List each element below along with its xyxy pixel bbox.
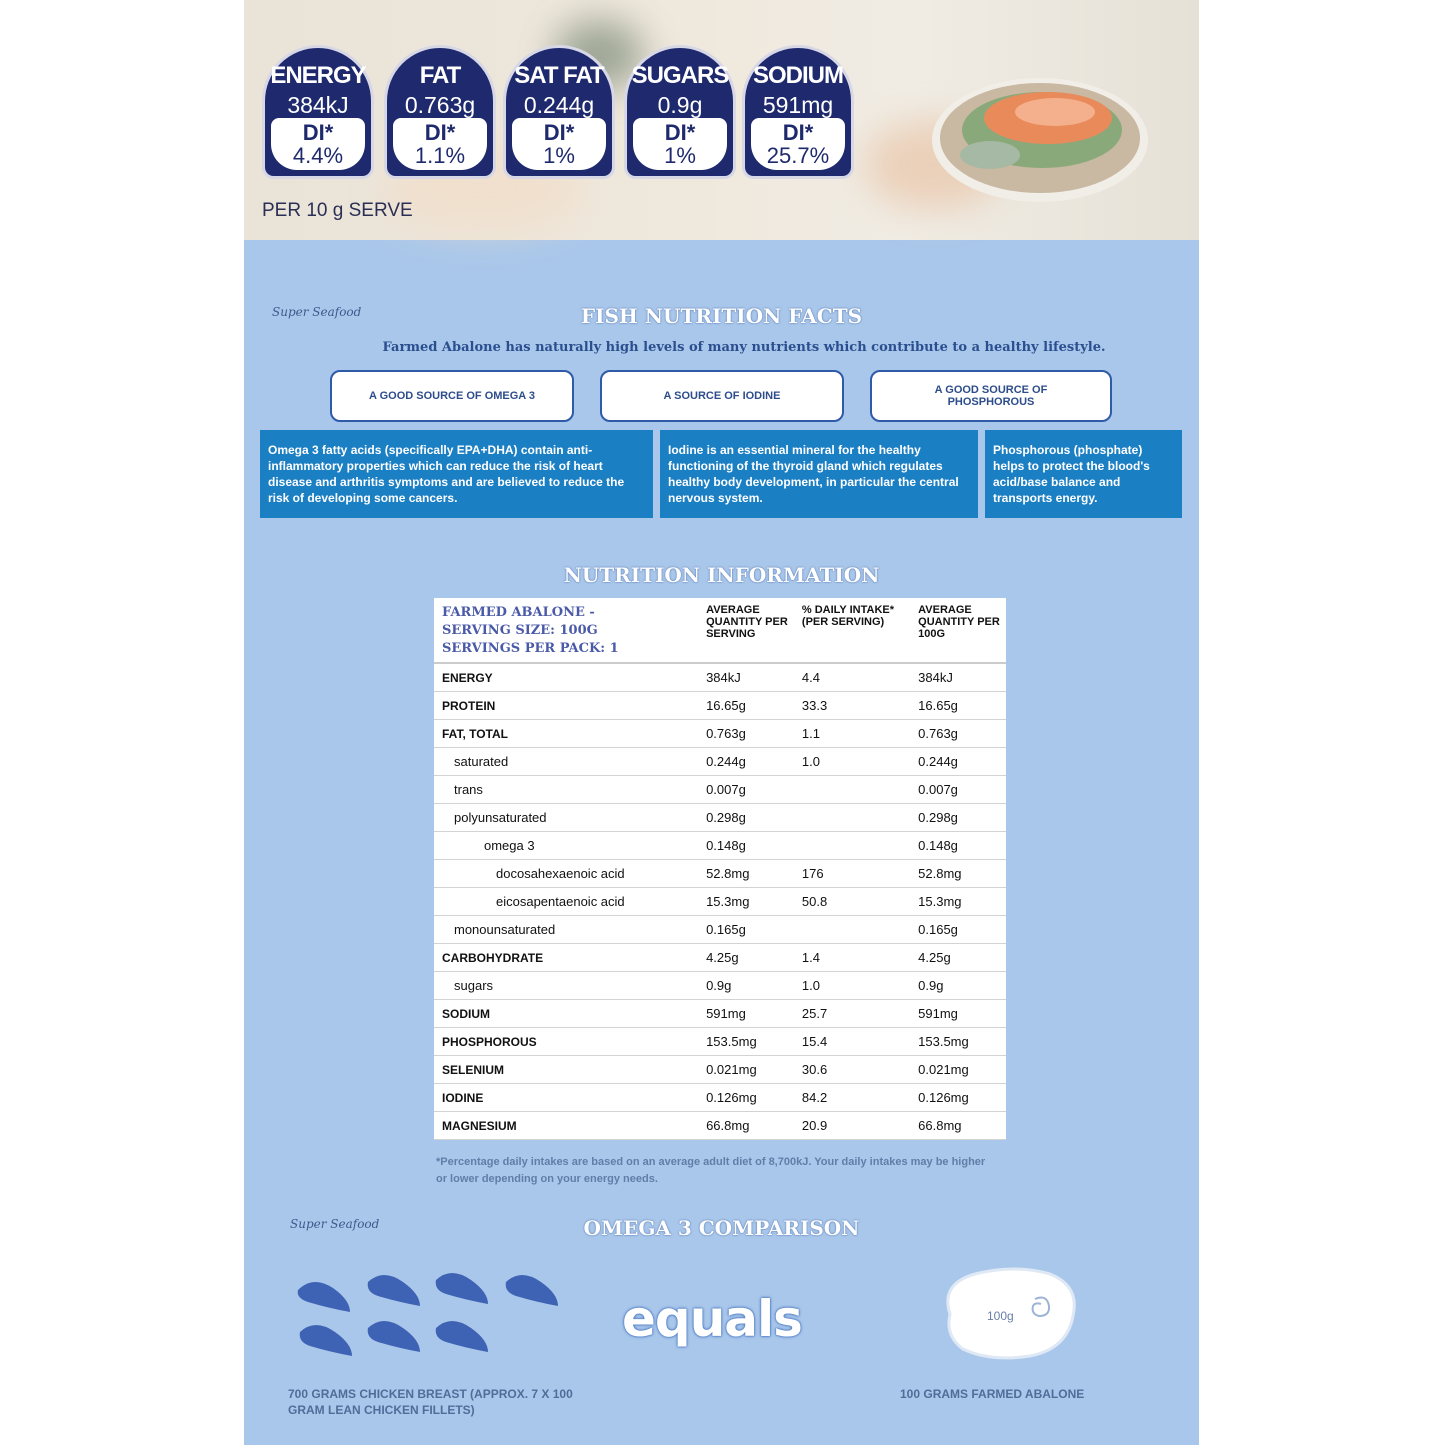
- abalone-shell-icon: [935, 1264, 1080, 1364]
- per-serving-value: 0.298g: [698, 804, 794, 832]
- badge-di-area: [512, 118, 606, 170]
- badge-di-label: DI*: [664, 120, 696, 145]
- abalone-caption: 100 GRAMS FARMED ABALONE: [900, 1387, 1085, 1401]
- per-100g-value: 4.25g: [910, 944, 1006, 972]
- chicken-fillets-graphic: [288, 1270, 568, 1370]
- per-100g-value: 153.5mg: [910, 1028, 1006, 1056]
- table-row: [434, 776, 1006, 804]
- nutrient-name: IODINE: [434, 1084, 698, 1112]
- super-seafood-signature: Super Seafood: [272, 305, 362, 319]
- table-row: [434, 972, 1006, 1000]
- badge-di-area: [393, 118, 487, 170]
- daily-intake-value: 4.4: [794, 663, 910, 692]
- nutrient-name: saturated: [434, 748, 698, 776]
- nutrition-title: NUTRITION INFORMATION: [563, 563, 880, 587]
- per-serve-label: PER 10 g SERVE: [262, 200, 413, 221]
- per-serving-value: 0.244g: [698, 748, 794, 776]
- nutrient-name: MAGNESIUM: [434, 1112, 698, 1140]
- badge-amount: 0.244g: [523, 92, 595, 118]
- daily-intake-value: [794, 804, 910, 832]
- daily-intake-value: 1.0: [794, 972, 910, 1000]
- badge-di-pct: 1%: [664, 143, 696, 168]
- daily-intake-value: 20.9: [794, 1112, 910, 1140]
- source-box-phosphorous: [870, 370, 1112, 422]
- badge-amount: 591mg: [762, 92, 834, 118]
- daily-intake-value: [794, 776, 910, 804]
- per-100g-value: 66.8mg: [910, 1112, 1006, 1140]
- phosphorous-description: Phosphorous (phosphate) helps to protect the blood's acid/base balance and transports energy.: [985, 430, 1182, 518]
- col-per-serving: AVERAGE QUANTITY PER SERVING: [698, 598, 794, 663]
- shell-weight-label: 100g: [987, 1309, 1014, 1323]
- daily-intake-value: 1.1: [794, 720, 910, 748]
- iodine-description: Iodine is an essential mineral for the healthy functioning of the thyroid gland which regulates healthy body development, in particular the central nervous system.: [660, 430, 978, 518]
- per-serving-value: 0.165g: [698, 916, 794, 944]
- per-serving-value: 0.763g: [698, 720, 794, 748]
- nutrient-name: FAT, TOTAL: [434, 720, 698, 748]
- facts-intro: Farmed Abalone has naturally high levels of many nutrients which contribute to a healthy lifestyle.: [382, 340, 1106, 355]
- daily-intake-value: 33.3: [794, 692, 910, 720]
- badge-name: ENERGY: [270, 62, 366, 89]
- per-100g-value: 0.126mg: [910, 1084, 1006, 1112]
- badge-amount: 384kJ: [287, 92, 349, 118]
- per-serving-value: 15.3mg: [698, 888, 794, 916]
- badge-di-pct: 1.1%: [414, 143, 466, 168]
- per-serving-value: 4.25g: [698, 944, 794, 972]
- nutrient-name: polyunsaturated: [434, 804, 698, 832]
- nutrient-badge: [624, 45, 736, 179]
- table-row: [434, 720, 1006, 748]
- col-daily-intake: % DAILY INTAKE* (PER SERVING): [794, 598, 910, 663]
- daily-intake-value: 15.4: [794, 1028, 910, 1056]
- daily-intake-value: 1.0: [794, 748, 910, 776]
- product-header: [434, 598, 698, 663]
- per-100g-value: 0.148g: [910, 832, 1006, 860]
- per-serving-value: 0.9g: [698, 972, 794, 1000]
- per-100g-value: 0.007g: [910, 776, 1006, 804]
- nutrient-name: eicosapentaenoic acid: [434, 888, 698, 916]
- per-serving-value: 591mg: [698, 1000, 794, 1028]
- daily-intake-value: 176: [794, 860, 910, 888]
- table-row: [434, 1000, 1006, 1028]
- source-box-iodine: [600, 370, 844, 422]
- badge-di-area: [271, 118, 365, 170]
- abalone-photo: [930, 60, 1160, 210]
- nutrient-name: monounsaturated: [434, 916, 698, 944]
- nutrient-name: sugars: [434, 972, 698, 1000]
- per-100g-value: 384kJ: [910, 663, 1006, 692]
- per-serving-value: 0.007g: [698, 776, 794, 804]
- per-serving-value: 0.021mg: [698, 1056, 794, 1084]
- table-row: [434, 748, 1006, 776]
- nutrient-badge: [503, 45, 615, 179]
- badge-name: SAT FAT: [514, 62, 604, 89]
- badge-di-label: DI*: [543, 120, 575, 145]
- table-header-row: [434, 598, 1006, 663]
- nutrient-name: PHOSPHOROUS: [434, 1028, 698, 1056]
- nutrient-name: trans: [434, 776, 698, 804]
- badge-di-area: [633, 118, 727, 170]
- nutrient-name: SODIUM: [434, 1000, 698, 1028]
- table-row: [434, 663, 1006, 692]
- per-100g-value: 0.763g: [910, 720, 1006, 748]
- per-serving-value: 0.126mg: [698, 1084, 794, 1112]
- per-serving-value: 0.148g: [698, 832, 794, 860]
- daily-intake-value: 1.4: [794, 944, 910, 972]
- comparison-title: OMEGA 3 COMPARISON: [583, 1216, 860, 1240]
- daily-intake-value: 30.6: [794, 1056, 910, 1084]
- badge-name: SODIUM: [753, 62, 843, 89]
- badge-di-label: DI*: [424, 120, 456, 145]
- table-row: [434, 888, 1006, 916]
- servings-per-pack: SERVINGS PER PACK: 1: [442, 641, 619, 656]
- nutrient-name: SELENIUM: [434, 1056, 698, 1084]
- nutrient-badge: [262, 45, 374, 179]
- table-row: [434, 692, 1006, 720]
- per-100g-value: 0.9g: [910, 972, 1006, 1000]
- daily-intake-value: [794, 916, 910, 944]
- badge-di-label: DI*: [782, 120, 814, 145]
- badge-di-label: DI*: [302, 120, 334, 145]
- footnote: *Percentage daily intakes are based on an average adult diet of 8,700kJ. Your daily intakes may be higher or lower depending on your energy needs.: [436, 1156, 986, 1185]
- badge-di-pct: 4.4%: [292, 143, 344, 168]
- nutrient-name: CARBOHYDRATE: [434, 944, 698, 972]
- super-seafood-signature-2: Super Seafood: [290, 1217, 380, 1231]
- badge-di-pct: 1%: [543, 143, 575, 168]
- per-serving-value: 16.65g: [698, 692, 794, 720]
- nutrient-badge: [742, 45, 854, 179]
- table-row: [434, 916, 1006, 944]
- table-row: [434, 1028, 1006, 1056]
- badge-di-area: [751, 118, 845, 170]
- equals-text: equals: [622, 1290, 802, 1348]
- table-row: [434, 804, 1006, 832]
- facts-title: FISH NUTRITION FACTS: [580, 304, 863, 328]
- nutrition-table: [434, 598, 1006, 1140]
- per-100g-value: 52.8mg: [910, 860, 1006, 888]
- per-100g-value: 15.3mg: [910, 888, 1006, 916]
- col-per-100g: AVERAGE QUANTITY PER 100G: [910, 598, 1006, 663]
- per-serving-value: 52.8mg: [698, 860, 794, 888]
- daily-intake-value: [794, 832, 910, 860]
- badge-di-pct: 25.7%: [766, 143, 830, 168]
- source-box-omega3: [330, 370, 574, 422]
- per-100g-value: 0.298g: [910, 804, 1006, 832]
- table-row: [434, 1056, 1006, 1084]
- badge-amount: 0.9g: [657, 92, 703, 118]
- omega3-description: Omega 3 fatty acids (specifically EPA+DHA) contain anti-inflammatory properties which can reduce the risk of heart disease and arthritis symptoms and are believed to reduce the risk of developing some cancers.: [260, 430, 653, 518]
- per-serving-value: 66.8mg: [698, 1112, 794, 1140]
- product-name: FARMED ABALONE -: [442, 605, 595, 620]
- nutrient-name: omega 3: [434, 832, 698, 860]
- table-row: [434, 860, 1006, 888]
- per-100g-value: 0.244g: [910, 748, 1006, 776]
- source-label: A GOOD SOURCE OF PHOSPHOROUS: [934, 384, 1048, 408]
- nutrient-name: PROTEIN: [434, 692, 698, 720]
- per-100g-value: 0.021mg: [910, 1056, 1006, 1084]
- table-row: [434, 944, 1006, 972]
- badge-amount: 0.763g: [404, 92, 476, 118]
- daily-intake-value: 50.8: [794, 888, 910, 916]
- per-100g-value: 0.165g: [910, 916, 1006, 944]
- chicken-caption: 700 GRAMS CHICKEN BREAST (APPROX. 7 X 100 GRAM LEAN CHICKEN FILLETS): [288, 1387, 573, 1417]
- table-row: [434, 1084, 1006, 1112]
- daily-intake-value: 25.7: [794, 1000, 910, 1028]
- per-100g-value: 591mg: [910, 1000, 1006, 1028]
- nutrient-name: ENERGY: [434, 663, 698, 692]
- badge-name: FAT: [419, 62, 461, 89]
- per-100g-value: 16.65g: [910, 692, 1006, 720]
- daily-intake-value: 84.2: [794, 1084, 910, 1112]
- table-row: [434, 832, 1006, 860]
- per-serving-value: 153.5mg: [698, 1028, 794, 1056]
- source-label: A SOURCE OF IODINE: [663, 390, 781, 402]
- serving-size: SERVING SIZE: 100G: [442, 623, 598, 638]
- table-row: [434, 1112, 1006, 1140]
- badge-name: SUGARS: [631, 62, 729, 89]
- nutrient-name: docosahexaenoic acid: [434, 860, 698, 888]
- source-label: A GOOD SOURCE OF OMEGA 3: [368, 390, 536, 402]
- per-serving-value: 384kJ: [698, 663, 794, 692]
- nutrient-badge: [384, 45, 496, 179]
